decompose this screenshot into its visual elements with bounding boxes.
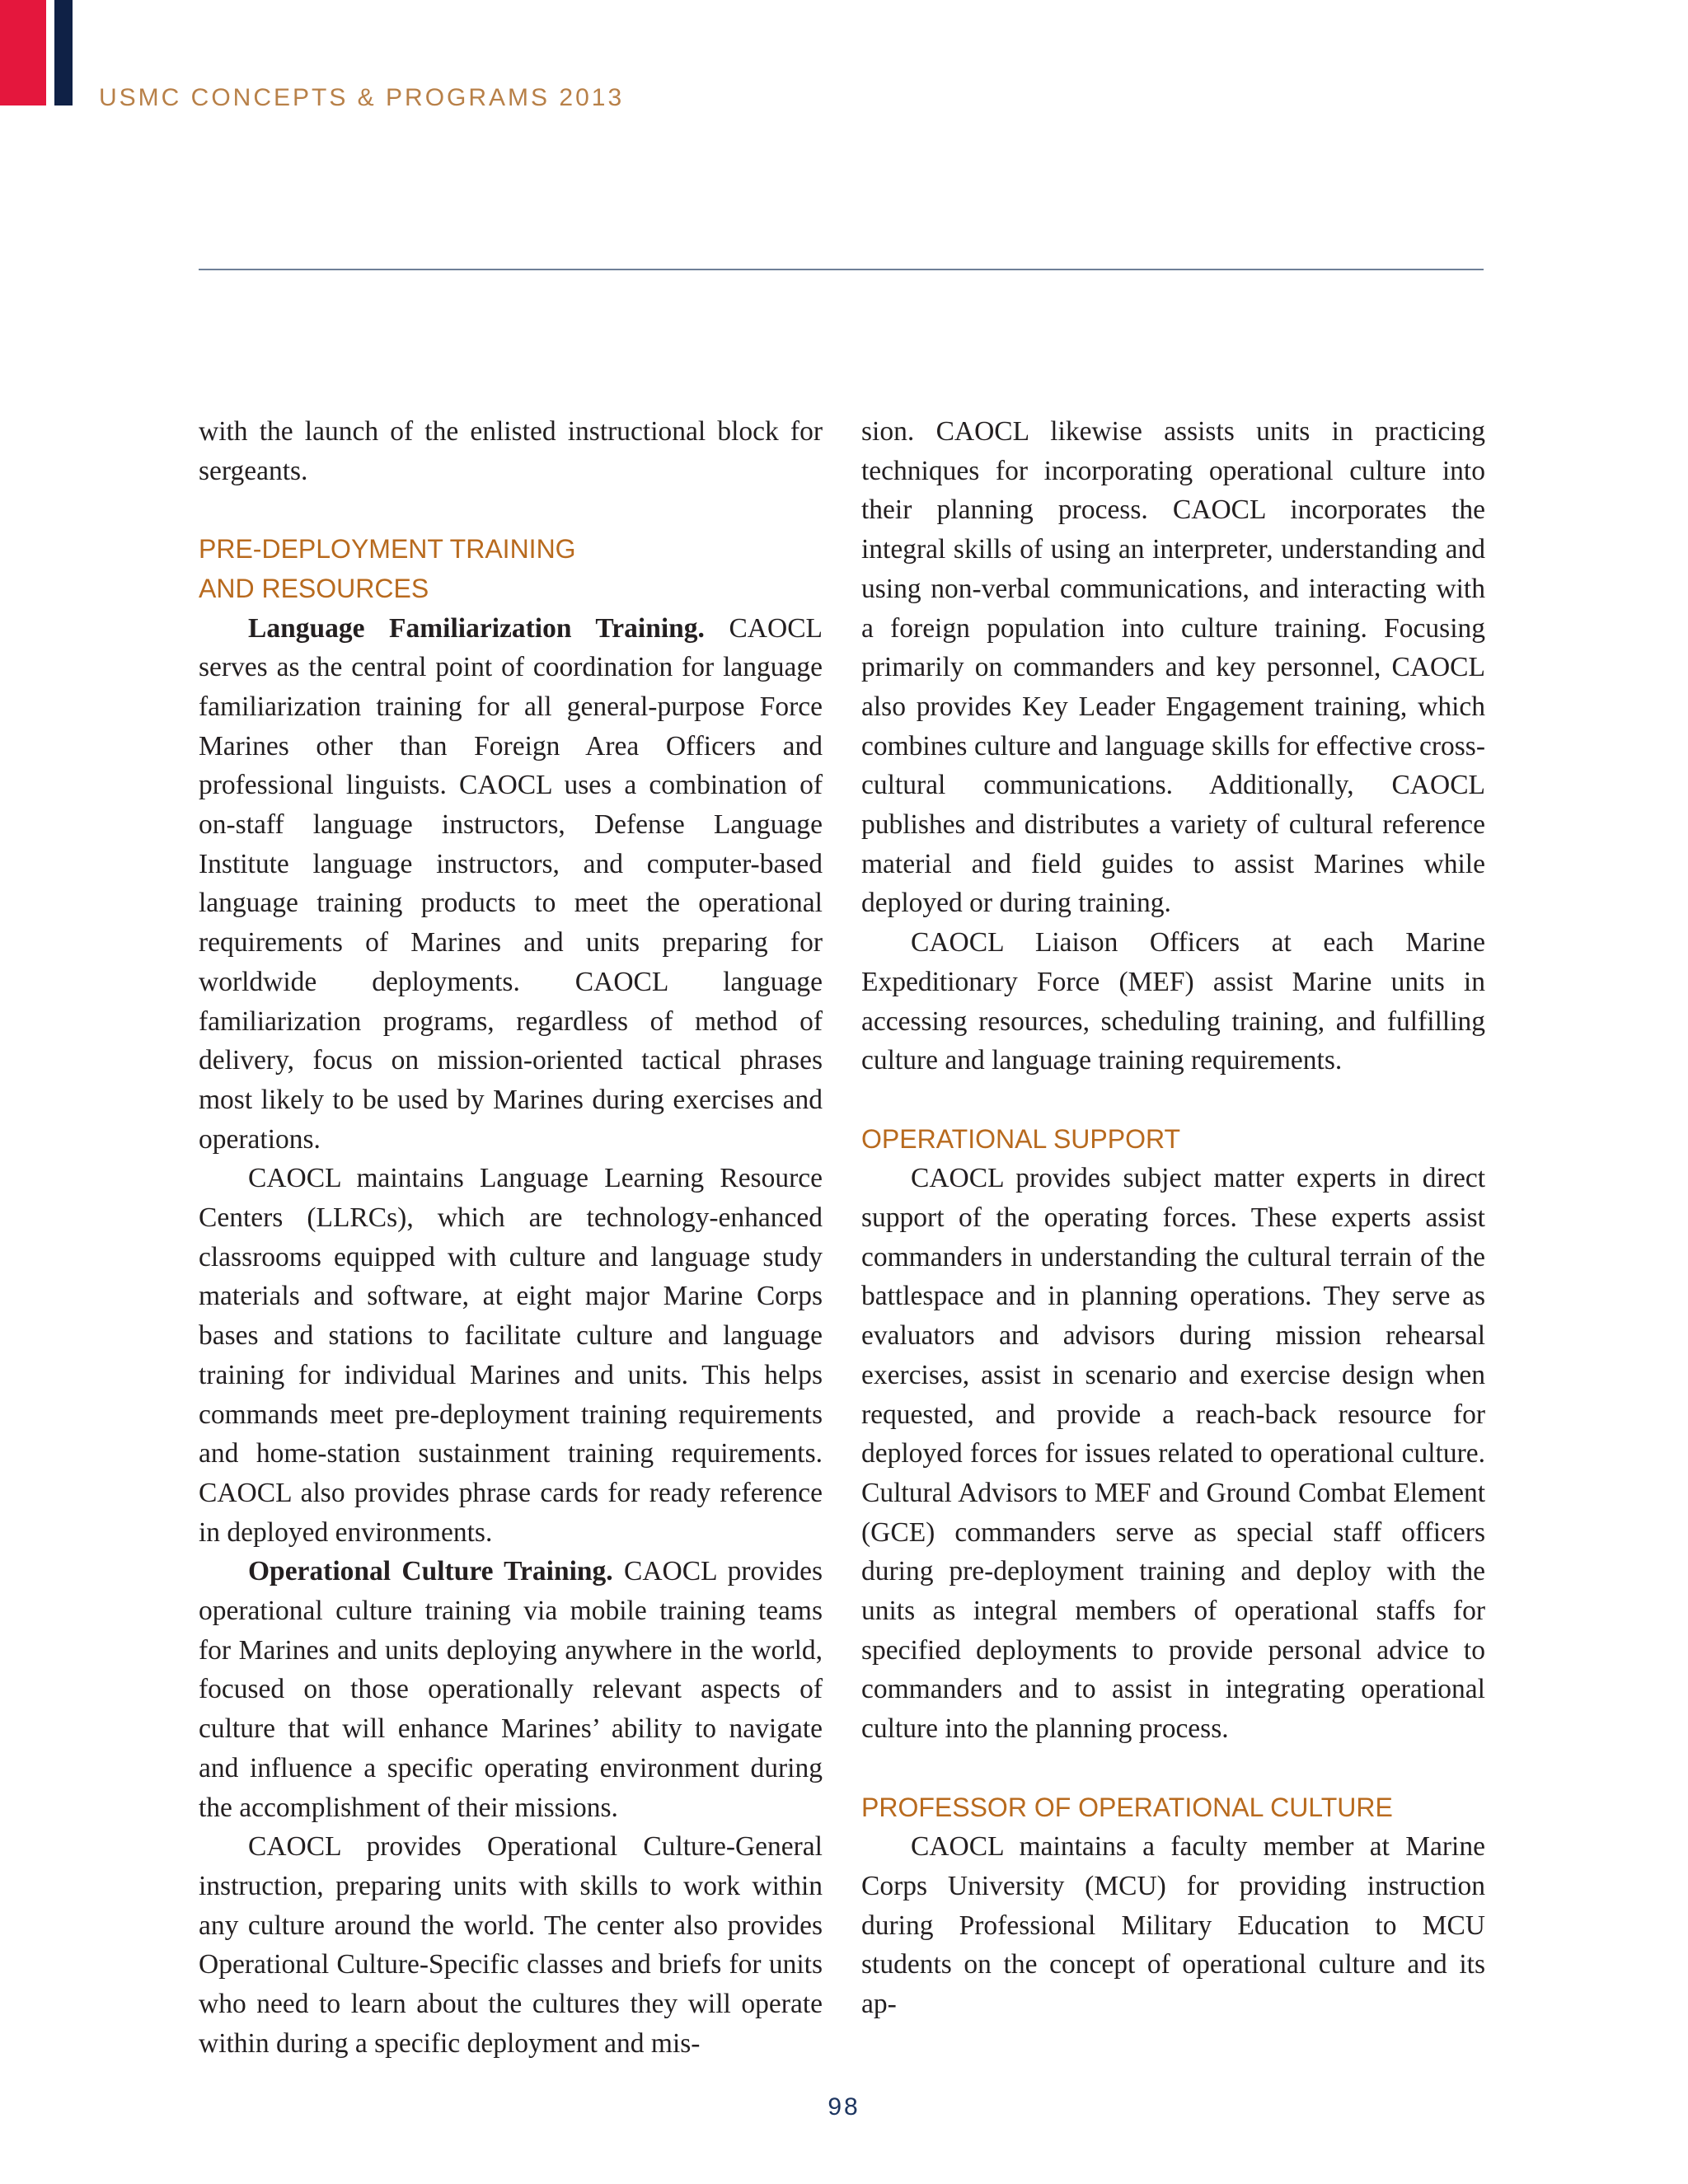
section-gap <box>199 490 823 530</box>
paragraph-operational-culture <box>199 1552 823 1827</box>
page-number: 98 <box>828 2093 860 2121</box>
section-heading-pre-deployment <box>199 530 823 608</box>
red-accent-bar <box>0 0 46 105</box>
paragraph: CAOCL maintains a faculty member at Marine Corps University (MCU) for providing instruction during Professional Military Education to MCU students on the concept of operational culture and its ap- <box>861 1831 1485 2020</box>
right-column <box>861 412 1485 2024</box>
run-in-heading: Operational Culture Training. <box>248 1556 613 1587</box>
section-gap <box>861 1749 1485 1788</box>
paragraph-language-familiarization <box>199 609 823 1160</box>
navy-accent-bar <box>54 0 73 105</box>
paragraph: CAOCL provides Operational Culture-General instruction, preparing units with skills to work within any culture around the world. The center also provides Operational Culture-Specific classes and briefs for units who need to learn about the cultures they will operate within during a specific deployment and mis- <box>199 1831 823 2059</box>
section-heading-professor: PROFESSOR OF OPERATIONAL CULTURE <box>861 1792 1393 1822</box>
header-rule <box>199 269 1484 270</box>
running-header: USMC CONCEPTS & PROGRAMS 2013 <box>99 84 625 111</box>
paragraph: with the launch of the enlisted instructional block for sergeants. <box>199 416 823 486</box>
run-in-heading: Language Familiarization Training. <box>248 612 705 644</box>
paragraph: CAOCL Liaison Officers at each Marine Expeditionary Force (MEF) assist Marine units in accessing resources, scheduling training, and fulfilling culture and language training requirements. <box>861 927 1485 1076</box>
paragraph-text: CAOCL serves as the central point of coordination for language familiarization training for all general-purpose Force Marines other than Foreign Area Officers and professional linguists. CAOCL uses a combination of on-staff language instructors, Defense Language Institute language instructors, and computer-based language training products to meet the operational requirements of Marines and units preparing for worldwide deployments. CAOCL language familiarization programs, regardless of method of delivery, focus on mission-oriented tactical phrases most likely to be used by Marines during exercises and operations. <box>199 612 823 1155</box>
paragraph-text: CAOCL provides operational culture training via mobile training teams for Marines and units deploying anywhere in the world, focused on those operationally relevant aspects of culture that will enhance Marines’ ability to navigate and influence a specific operating environment during the accomplishment of their missions. <box>199 1556 823 1823</box>
heading-line: AND RESOURCES <box>199 573 429 603</box>
left-column <box>199 412 823 2064</box>
section-heading-operational-support: OPERATIONAL SUPPORT <box>861 1123 1181 1154</box>
paragraph: sion. CAOCL likewise assists units in practicing techniques for incorporating operational culture into their planning process. CAOCL incorporates the integral skills of using an interpreter, understanding and using non-verbal communications, and interacting with a foreign population into culture training. Focusing primarily on commanders and key personnel, CAOCL also provides Key Leader Engagement training, which combines culture and language skills for effective cross-cultural communications. Additionally, CAOCL publishes and distributes a variety of cultural reference material and field guides to assist Marines while deployed or during training. <box>861 416 1485 919</box>
section-gap <box>861 1080 1485 1120</box>
paragraph: CAOCL maintains Language Learning Resource Centers (LLRCs), which are technology-enhanced classrooms equipped with culture and language study materials and software, at eight major Marine Corps bases and stations to facilitate culture and language training for individual Marines and units. This helps commands meet pre-deployment training requirements and home-station sustainment training requirements. CAOCL also provides phrase cards for ready reference in deployed environments. <box>199 1163 823 1548</box>
paragraph: CAOCL provides subject matter experts in direct support of the operating forces. These experts assist commanders in understanding the cultural terrain of the battlespace and in planning operations. They serve as evaluators and advisors during mission rehearsal exercises, assist in scenario and exercise design when requested, and provide a reach-back resource for deployed forces for issues related to operational culture. Cultural Advisors to MEF and Ground Combat Element (GCE) commanders serve as special staff officers during pre-deployment training and deploy with the units as integral members of operational staffs for specified deployments to provide personal advice to commanders and to assist in integrating operational culture into the planning process. <box>861 1163 1485 1745</box>
heading-line: PRE-DEPLOYMENT TRAINING <box>199 534 576 565</box>
